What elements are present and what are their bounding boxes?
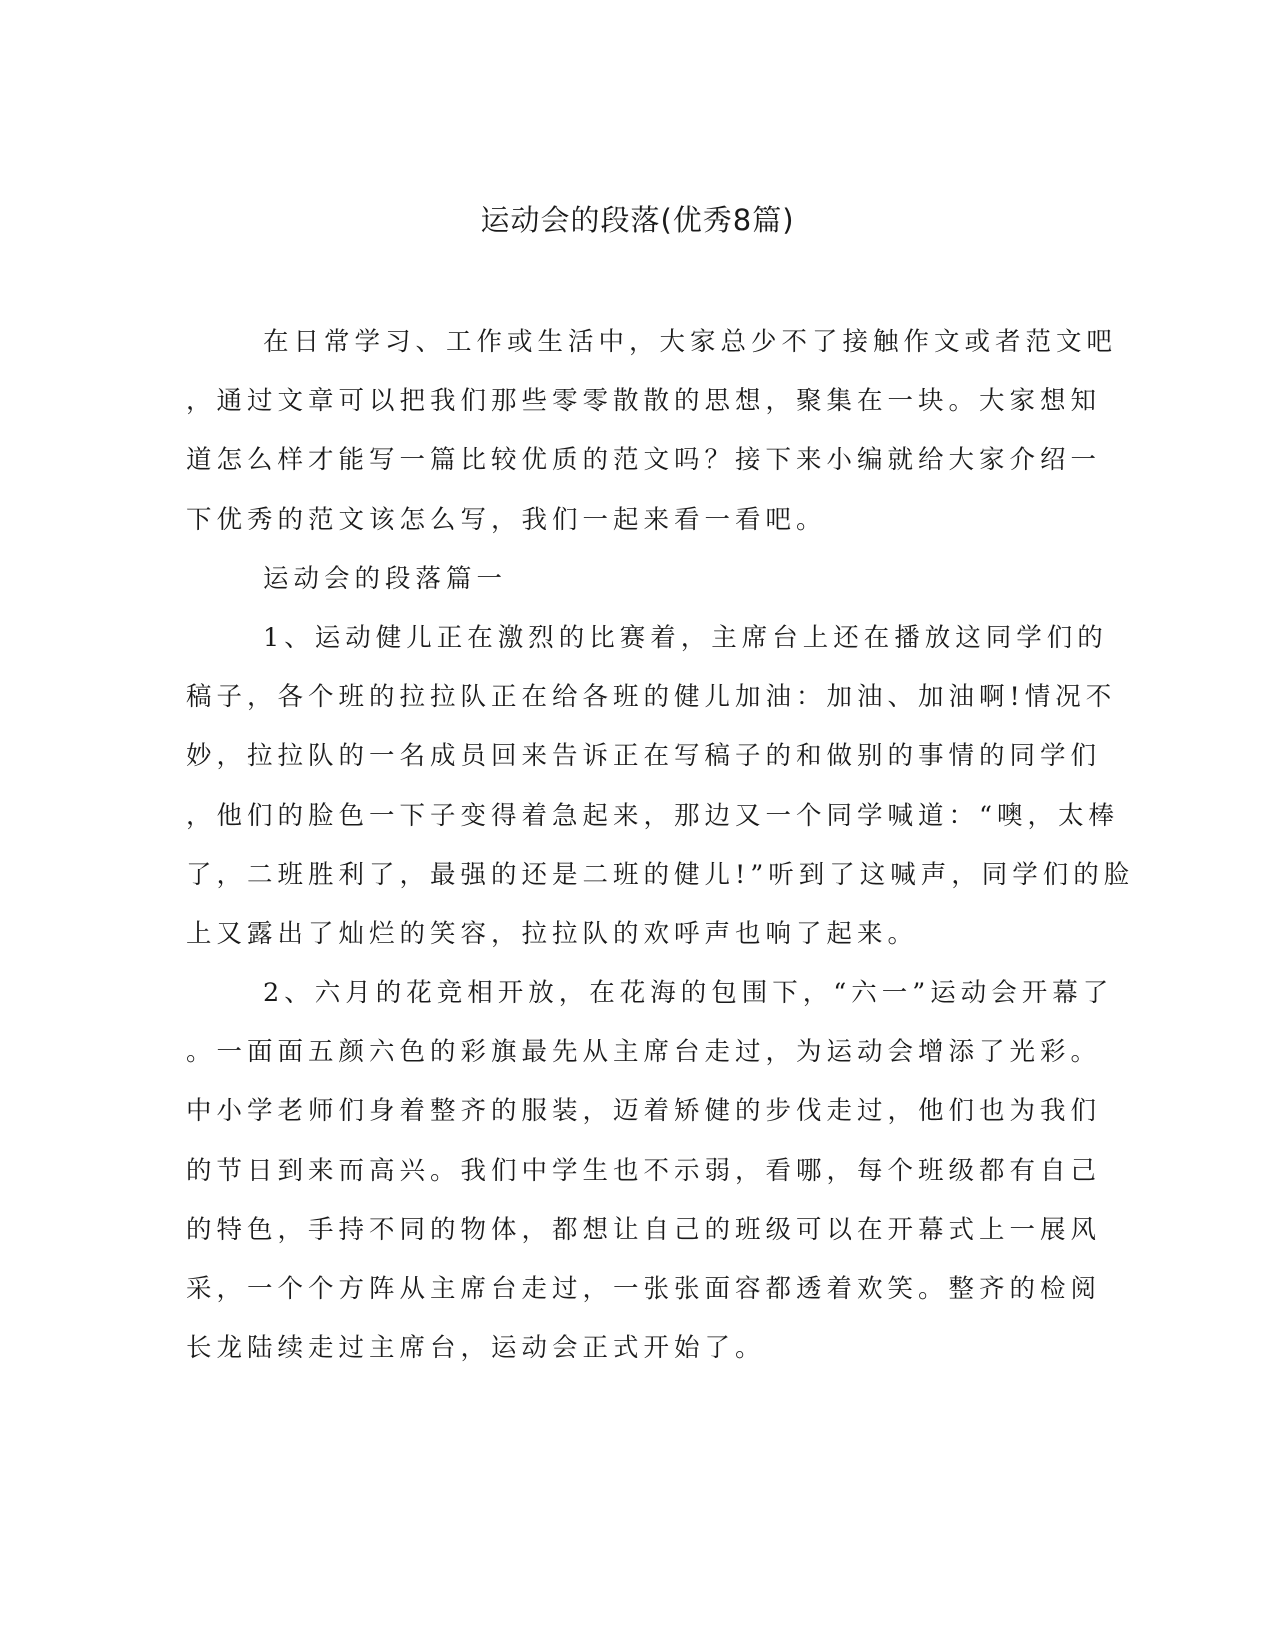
text-line: 。一面面五颜六色的彩旗最先从主席台走过，为运动会增添了光彩。 bbox=[186, 1037, 1102, 1068]
text-line: 下优秀的范文该怎么写，我们一起来看一看吧。 bbox=[186, 504, 827, 535]
text-line: 妙，拉拉队的一名成员回来告诉正在写稿子的和做别的事情的同学们 bbox=[186, 741, 1102, 772]
text-line: 的节日到来而高兴。我们中学生也不示弱，看哪，每个班级都有自己 bbox=[186, 1155, 1102, 1186]
text-line: 运动会的段落篇一 bbox=[263, 563, 508, 594]
text-line: 中小学老师们身着整齐的服装，迈着矫健的步伐走过，他们也为我们 bbox=[186, 1096, 1102, 1127]
document-body bbox=[186, 322, 1135, 1387]
text-line: 1、运动健儿正在激烈的比赛着，主席台上还在播放这同学们的 bbox=[263, 622, 1108, 653]
text-line: 稿子，各个班的拉拉队正在给各班的健儿加油：加油、加油啊!情况不 bbox=[186, 682, 1117, 713]
text-line: 道怎么样才能写一篇比较优质的范文吗？接下来小编就给大家介绍一 bbox=[186, 445, 1102, 476]
text-line: 长龙陆续走过主席台，运动会正式开始了。 bbox=[186, 1333, 766, 1364]
text-line: 采，一个个方阵从主席台走过，一张张面容都透着欢笑。整齐的检阅 bbox=[186, 1274, 1102, 1304]
text-line: 了，二班胜利了，最强的还是二班的健儿!”听到了这喊声，同学们的脸 bbox=[186, 859, 1135, 890]
text-line: 2、六月的花竞相开放，在花海的包围下，“六一”运动会开幕了 bbox=[263, 978, 1114, 1009]
text-line: ，通过文章可以把我们那些零零散散的思想，聚集在一块。大家想知 bbox=[186, 386, 1102, 417]
text-line: 的特色，手持不同的物体，都想让自己的班级可以在开幕式上一展风 bbox=[186, 1214, 1102, 1245]
text-line: 在日常学习、工作或生活中，大家总少不了接触作文或者范文吧 bbox=[263, 327, 1118, 357]
document-title: 运动会的段落(优秀8篇) bbox=[480, 203, 795, 237]
text-line: 上又露出了灿烂的笑容，拉拉队的欢呼声也响了起来。 bbox=[186, 918, 919, 949]
text-line: ，他们的脸色一下子变得着急起来，那边又一个同学喊道：“噢，太棒 bbox=[186, 800, 1120, 831]
